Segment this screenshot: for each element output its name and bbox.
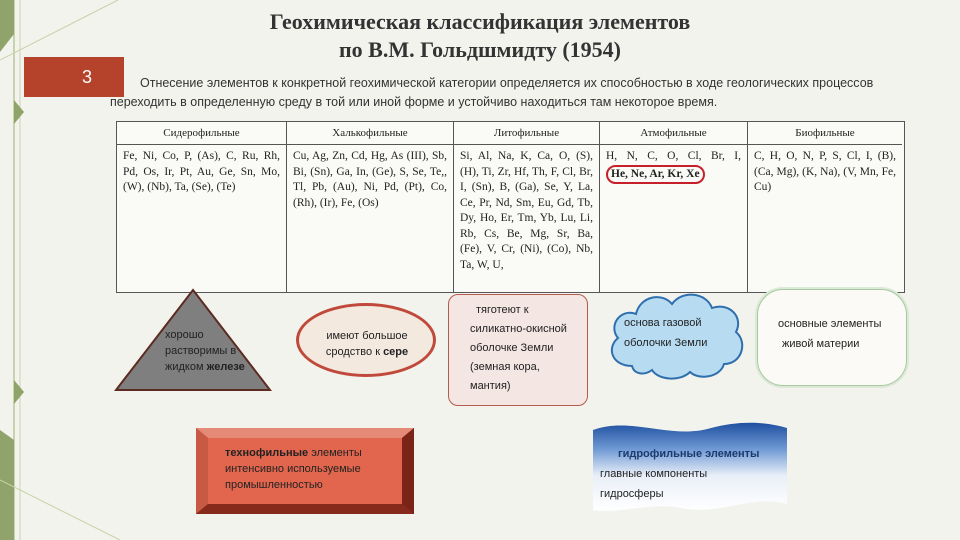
technophile-text-line: [225, 445, 405, 461]
title-line-1: Геохимическая классификация элементов: [269, 9, 691, 34]
scroll-text-line: мантия): [470, 380, 511, 392]
column-chalcophile: [287, 122, 454, 292]
column-header: Атмофильные: [600, 122, 747, 145]
column-lithophile: [454, 122, 600, 292]
hydrophile-text-line: гидросферы: [600, 488, 664, 500]
plaque-text: [778, 314, 902, 354]
scroll-text: [470, 301, 590, 396]
column-biophile: [748, 122, 902, 292]
triangle-text-part: жидком: [165, 361, 207, 373]
triangle-text-line: хорошо: [165, 329, 204, 341]
scroll-text-line: оболочке Земли: [470, 342, 554, 354]
page-title: [180, 8, 780, 64]
technophile-text-part: элементы: [308, 447, 362, 459]
classification-table: [116, 121, 905, 293]
column-header: Халькофильные: [287, 122, 453, 145]
hydrophile-text-line: гидрофильные элементы: [618, 448, 760, 460]
column-atmophile: [600, 122, 748, 292]
column-header: Сидерофильные: [117, 122, 286, 145]
triangle-text: [165, 327, 265, 375]
noble-gases-highlight: He, Ne, Ar, Kr, Xe: [606, 165, 705, 185]
column-body: [600, 145, 747, 188]
column-body: Si, Al, Na, K, Ca, O, (S), (H), Ti, Zr, Hf, Th, F, Cl, Br, I, (Sn), B, (Ga), Se, Y, La, Ce, Pr, Nd, Sm, Eu, Gd, Tb, Dy, Ho, Er, Tm, Yb, Lu, Li, Rb, Cs, Be, Mg, Sr, Ba, (Fe), V, Cr, (Ni), (Co), Nb, Ta, W, U,: [460, 150, 593, 271]
slide-number-label: 3: [82, 66, 93, 87]
column-header: Литофильные: [454, 122, 599, 145]
triangle-text-line: [165, 359, 265, 375]
column-body: Cu, Ag, Zn, Cd, Hg, As (III), Sb, Bi, (Sn), Ga, In, (Ge), S, Se, Te,, Tl, Pb, (Au), Ni, Pd, (Pt), Co, (Rh), (Ir), Fe, (Os): [293, 150, 447, 209]
triangle-text-bold: железе: [206, 361, 245, 373]
cloud-text-line: основа газовой: [624, 317, 702, 329]
oval-text-part: сродство к: [325, 346, 384, 358]
triangle-text-line: растворимы в: [165, 345, 237, 357]
plaque-text-line: основные элементы: [778, 318, 882, 330]
scroll-text-line: тяготеют к: [476, 304, 529, 316]
technophile-text-line: интенсивно используемые: [225, 463, 361, 475]
technophile-text-bold: технофильные: [225, 447, 309, 459]
column-body: Fe, Ni, Co, P, (As), C, Ru, Rh, Pd, Os, Ir, Pt, Au, Ge, Sn, Mo, (W), (Nb), Ta, (Se), (Te): [123, 150, 280, 193]
intro-paragraph: Отнесение элементов к конкретной геохимической категории определяется их способностью в ходе геологических процессов переходить в определенную среду в той или иной форме и устойчиво находиться там некоторое время.: [110, 76, 874, 109]
plaque-text-line: живой материи: [782, 338, 860, 350]
atmophile-elements: H, N, C, O, Cl, Br, I,: [606, 150, 741, 162]
column-header: Биофильные: [748, 122, 902, 145]
technophile-text-line: промышленностью: [225, 479, 323, 491]
title-line-2: по В.М. Гольдшмидту (1954): [338, 37, 622, 62]
hydrophile-text-line: главные компоненты: [600, 468, 708, 480]
technophile-text: [225, 445, 405, 493]
cloud-text-line: оболочки Земли: [624, 337, 708, 349]
oval-text-bold: сере: [383, 346, 409, 358]
scroll-text-line: силикатно-окисной: [470, 323, 567, 335]
slide-number: [24, 57, 124, 97]
scroll-text-line: (земная кора,: [470, 361, 540, 373]
oval-text-line: имеют большое: [326, 330, 408, 342]
oval-text-line: [312, 344, 422, 360]
oval-text: [312, 328, 422, 360]
cloud-text: [624, 313, 734, 353]
column-body: C, H, O, N, P, S, Cl, I, (B), (Ca, Mg), (K, Na), (V, Mn, Fe, Cu): [754, 150, 896, 193]
column-siderophile: [117, 122, 287, 292]
hydrophile-text: [600, 444, 785, 504]
